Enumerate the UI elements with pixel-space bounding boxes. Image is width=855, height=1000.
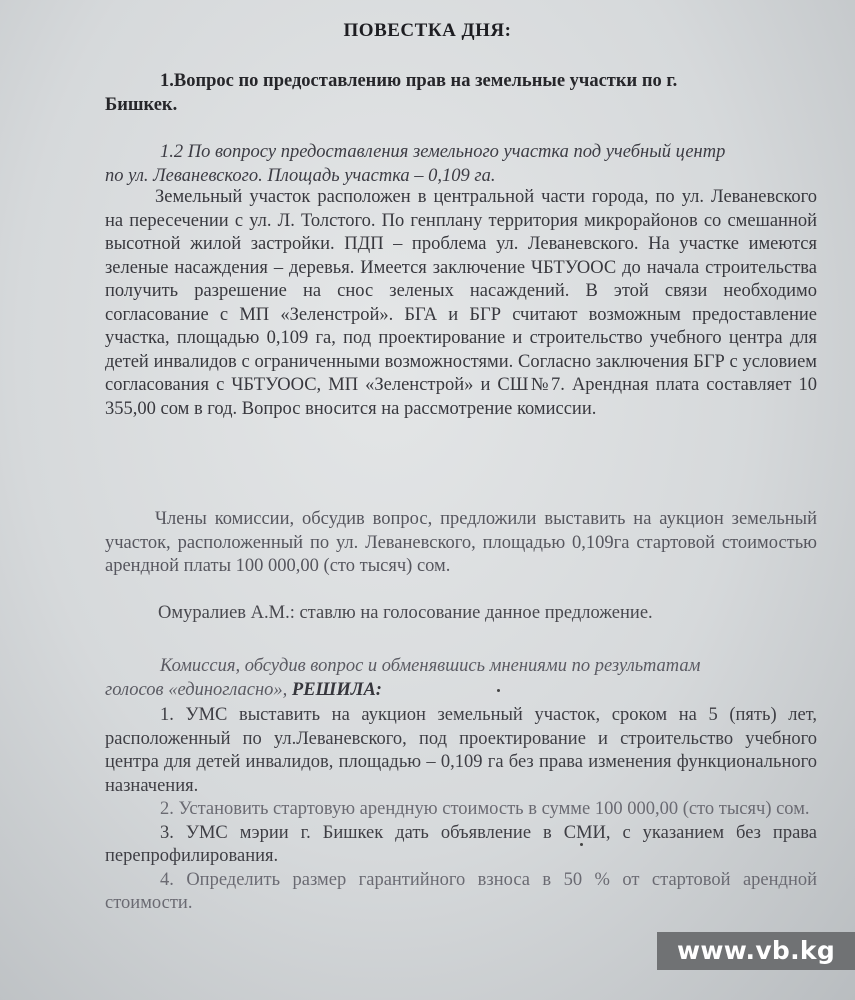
subitem-heading — [105, 141, 817, 188]
decision-item — [105, 704, 817, 798]
commission-line1: Комиссия, обсудив вопрос и обменявшись мнениями по результатам — [160, 656, 701, 676]
decision-item — [105, 798, 817, 822]
question-heading-line2: Бишкек. — [105, 94, 178, 115]
commission-decision-heading — [105, 655, 817, 702]
page-title: ПОВЕСТКА ДНЯ: — [343, 20, 512, 41]
decisions-list — [105, 704, 817, 916]
members-paragraph — [105, 508, 817, 579]
decision-text-2: 2. Установить стартовую арендную стоимость в сумме 100 000,00 (сто тысяч) сом. — [160, 799, 810, 819]
speck-mark — [497, 689, 500, 692]
members-text: Члены комиссии, обсудив вопрос, предложили выставить на аукцион земельный участок, расположенный по ул. Леваневского, площадью 0,109га стартовой стоимостью арендной платы 100 000,00 (сто тысяч) сом. — [105, 509, 817, 576]
question-heading-line1: 1.Вопрос по предоставлению прав на земельные участки по г. — [160, 71, 678, 91]
description-text: Земельный участок расположен в центральной части города, по ул. Леваневского на пересечении с ул. Л. Толстого. По генплану территория микрорайонов со смешанной высотной жилой застройки. ПДП – проблема ул. Леваневского. На участке имеются зеленые насаждения – деревья. Имеется заключение ЧБТУООС до начала строительства получить разрешение на снос зеленых насаждений. В этой связи необходимо согласование с МП «Зеленстрой». БГА и БГР считают возможным предоставление участка, площадью 0,109 га, под проектирование и строительство учебного центра для детей инвалидов с ограниченными возможностями. Согласно заключения БГР с условием согласования с ЧБТУООС, МП «Зеленстрой» и СШ№7. Арендная плата составляет 10 355,00 сом в год. Вопрос вносится на рассмотрение комиссии. — [105, 187, 817, 419]
subitem-line1: 1.2 По вопросу предоставления земельного участка под учебный центр — [160, 142, 726, 162]
decision-item — [105, 822, 817, 869]
description-paragraph — [105, 186, 817, 421]
commission-line2: голосов «единогласно», — [105, 679, 288, 700]
watermark-logo: www.vb.kg — [657, 932, 855, 970]
question-heading — [105, 70, 817, 117]
omuraliev-statement: Омуралиев А.М.: ставлю на голосование данное предложение. — [158, 603, 653, 623]
decision-text-3: 3. УМС мэрии г. Бишкек дать объявление в СМИ, с указанием без права перепрофилирования. — [105, 822, 817, 866]
decided-label: РЕШИЛА: — [291, 679, 382, 700]
decision-item — [105, 869, 817, 916]
speck-mark — [580, 843, 583, 846]
decision-text-4: 4. Определить размер гарантийного взноса в 50 % от стартовой арендной стоимости. — [105, 869, 817, 913]
decision-text-1: 1. УМС выставить на аукцион земельный участок, сроком на 5 (пять) лет, расположенный по ул.Леваневского, под проектирование и строительство учебного центра для детей инвалидов, площадью – 0,109 га без права изменения функционального назначения. — [105, 705, 817, 796]
subitem-line2: по ул. Леваневского. Площадь участка – 0,109 га. — [105, 165, 496, 186]
